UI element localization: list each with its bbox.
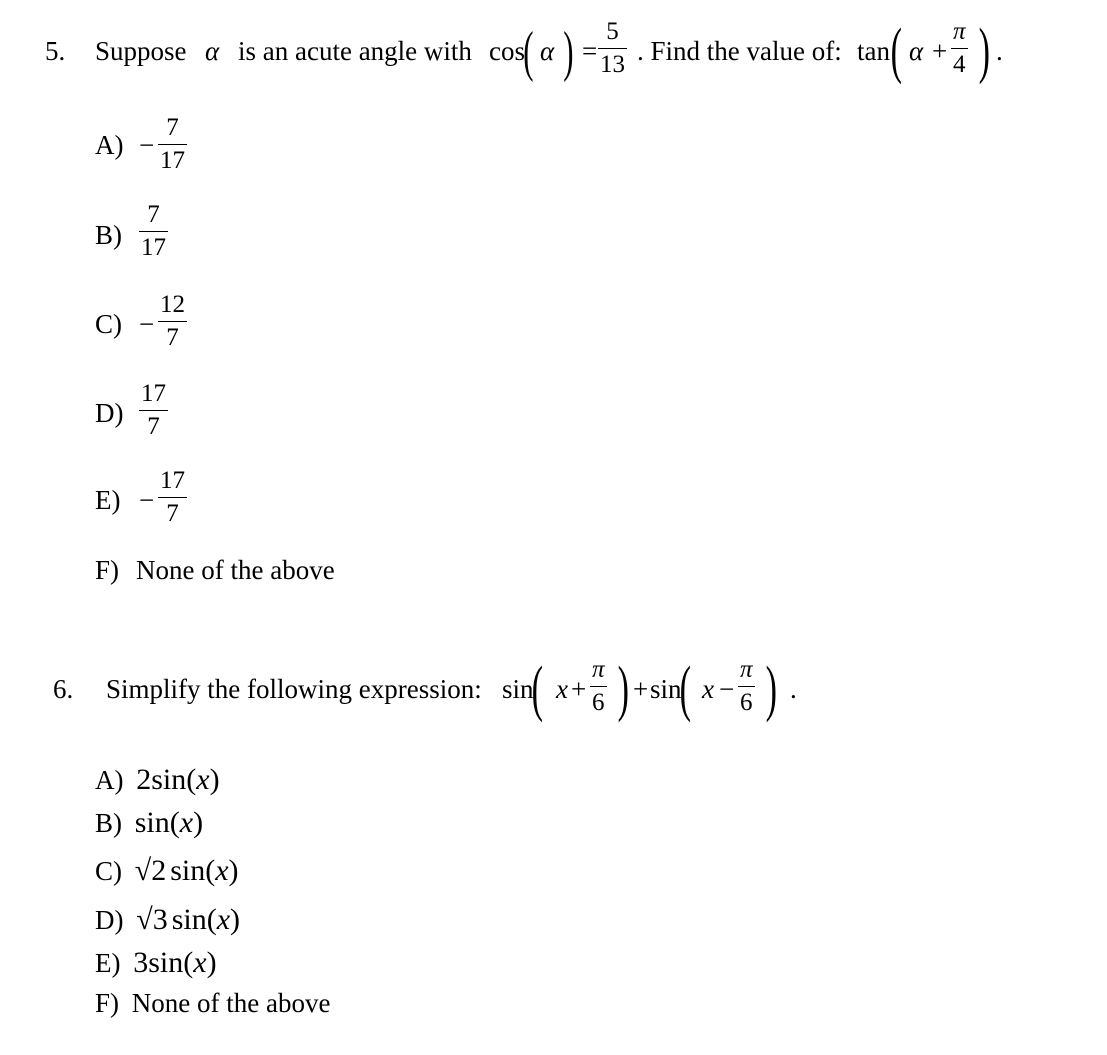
q5-four: 4 <box>953 51 966 78</box>
q6-plus-mid: + <box>633 674 649 704</box>
q6-option-e-var: x <box>193 946 207 979</box>
q6-option-b-fn: sin( <box>134 806 180 839</box>
q6-option-a-var: x <box>196 763 210 796</box>
q6-sin-1: sin <box>502 674 534 704</box>
q6-open-paren-1: ( <box>531 655 544 723</box>
q6-option-e <box>95 948 217 978</box>
q5-tan: tan <box>857 36 890 66</box>
q5-option-a-fraction <box>158 115 187 173</box>
q5-option-f-letter: F) <box>95 555 120 585</box>
q5-option-a-den: 17 <box>160 147 185 174</box>
q6-option-c-sqrt: √2 <box>134 854 167 887</box>
q6-option-a-coef: 2 <box>136 763 152 796</box>
q6-option-c-letter: C) <box>95 856 122 886</box>
q5-option-e-fraction <box>158 468 187 526</box>
q6-option-c-close: ) <box>228 854 239 887</box>
q5-frac-den: 13 <box>600 51 625 78</box>
q6-option-a-letter: A) <box>95 765 124 795</box>
q5-cos-close-paren: ) <box>563 21 574 83</box>
q6-option-f-text: None of the above <box>131 988 331 1018</box>
q6-number: 6. <box>53 674 74 704</box>
q5-option-d-num: 17 <box>141 380 166 407</box>
q6-option-d-letter: D) <box>95 905 124 935</box>
q6-option-c-var: x <box>215 854 229 887</box>
q5-tan-close-paren: ) <box>978 17 991 85</box>
q6-option-d-radicand: 3 <box>152 903 168 936</box>
q5-option-b-letter: B) <box>95 220 122 250</box>
q6-six-2: 6 <box>740 689 753 716</box>
q6-option-c-radicand: 2 <box>151 854 167 887</box>
q6-option-d-fn: sin( <box>171 903 217 936</box>
q5-option-d-fraction <box>139 381 168 439</box>
q6-option-b-letter: B) <box>95 808 122 838</box>
q6-x-2: x <box>702 674 714 704</box>
q5-find-text: . Find the value of: <box>637 36 842 66</box>
q6-option-c-fn: sin( <box>170 854 216 887</box>
q5-fraction-5-13 <box>598 19 627 77</box>
q5-option-a-sign: − <box>139 130 155 160</box>
q6-option-d <box>95 905 240 935</box>
q6-option-d-sqrt: √3 <box>136 903 168 936</box>
q5-option-d-den: 7 <box>147 413 160 440</box>
q6-fraction-pi-6-a <box>590 657 607 715</box>
q5-option-e-sign: − <box>139 485 155 515</box>
q5-option-b-den: 17 <box>141 234 166 261</box>
q6-option-e-fn: sin( <box>148 946 194 979</box>
q5-fraction-pi-4 <box>951 19 968 77</box>
q6-option-d-var: x <box>216 903 231 936</box>
q6-plus-1: + <box>571 674 587 704</box>
q6-minus-2: − <box>719 674 735 704</box>
q6-option-c <box>95 856 239 886</box>
q5-text-prefix: Suppose <box>95 36 187 66</box>
q5-tan-alpha: α <box>909 36 924 66</box>
q6-option-f <box>95 990 330 1017</box>
q6-option-f-letter: F) <box>95 988 120 1018</box>
q5-option-f-text: None of the above <box>136 555 335 585</box>
q6-option-a-fn: sin( <box>151 763 197 796</box>
q6-option-a <box>95 765 220 795</box>
q6-text: Simplify the following expression: <box>106 674 482 704</box>
q5-option-a-letter: A) <box>95 130 124 160</box>
q6-six-1: 6 <box>592 689 605 716</box>
q6-option-e-coef: 3 <box>133 946 149 979</box>
q5-text-mid: is an acute angle with <box>238 36 472 66</box>
q5-option-a-num: 7 <box>166 114 179 141</box>
q5-frac-num: 5 <box>606 18 619 45</box>
q5-end-period: . <box>996 36 1003 66</box>
q5-option-b-fraction <box>139 202 168 260</box>
q5-option-e-den: 7 <box>166 500 179 527</box>
q6-close-paren-2: ) <box>765 655 778 723</box>
q6-option-e-letter: E) <box>95 948 121 978</box>
q6-option-b <box>95 808 203 838</box>
q6-end-period: . <box>790 674 797 704</box>
q5-tan-open-paren: ( <box>890 17 903 85</box>
q6-sin-2: sin <box>650 674 682 704</box>
q6-option-b-close: ) <box>193 806 204 839</box>
q5-option-d-letter: D) <box>95 398 124 428</box>
q6-open-paren-2: ( <box>679 655 692 723</box>
q5-option-c-den: 7 <box>166 324 179 351</box>
q5-cos-open-paren: ( <box>523 21 534 83</box>
q5-option-c-fraction <box>158 292 187 350</box>
q5-option-c-num: 12 <box>160 291 185 318</box>
q6-fraction-pi-6-b <box>738 657 755 715</box>
q6-close-paren-1: ) <box>617 655 630 723</box>
q6-option-e-close: ) <box>206 946 217 979</box>
q5-number: 5. <box>45 36 66 66</box>
q5-option-c-sign: − <box>139 309 155 339</box>
q6-option-d-close: ) <box>230 903 241 936</box>
q6-x-1: x <box>556 674 568 704</box>
q5-option-e-letter: E) <box>95 485 121 515</box>
q5-option-b-num: 7 <box>147 201 160 228</box>
q5-option-e-num: 17 <box>160 467 185 494</box>
q6-pi-2: π <box>740 656 753 683</box>
q5-alpha: α <box>205 36 220 66</box>
q5-tan-plus: + <box>932 36 948 66</box>
q5-cos-alpha: α <box>540 36 555 66</box>
q5-cos: cos <box>489 36 525 66</box>
q6-option-b-var: x <box>179 806 194 839</box>
q5-equals: = <box>582 36 598 66</box>
q5-option-c-letter: C) <box>95 309 122 339</box>
q6-pi-1: π <box>592 656 605 683</box>
q6-option-a-close: ) <box>209 763 220 796</box>
q5-pi: π <box>953 18 966 45</box>
